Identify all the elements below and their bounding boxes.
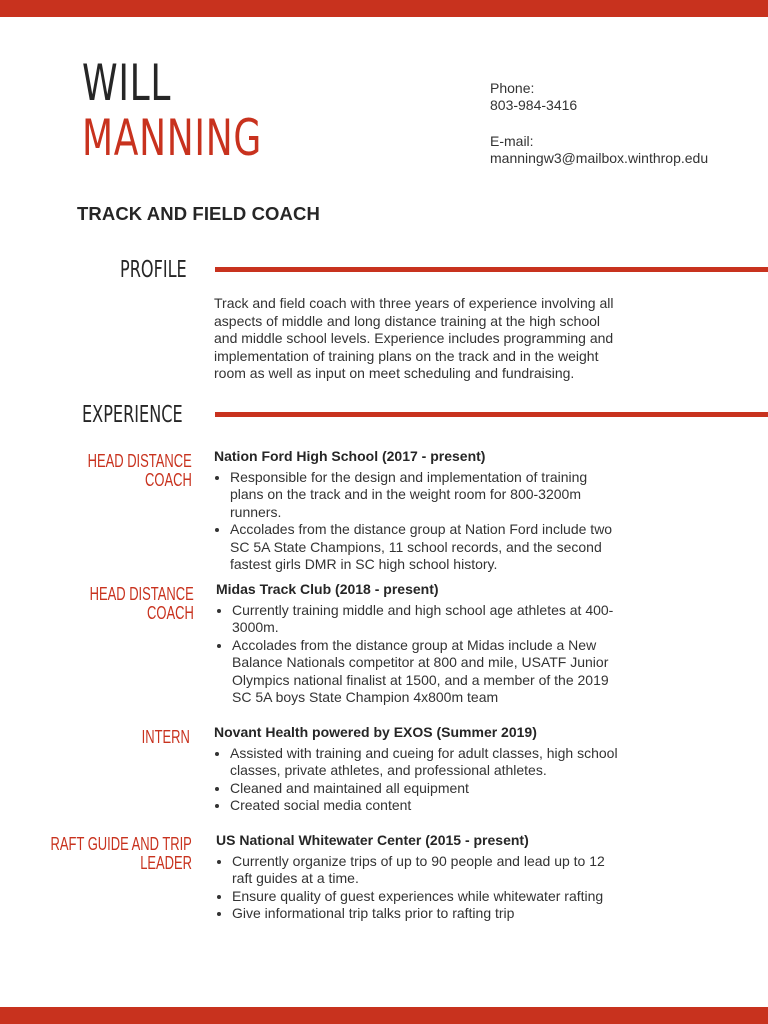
job-bullets	[214, 745, 619, 815]
top-accent-bar	[0, 0, 768, 17]
job-organization: Novant Health powered by EXOS (Summer 2019)	[214, 724, 537, 740]
job-role: RAFT GUIDE AND TRIP LEADER	[50, 833, 192, 873]
profile-text: Track and field coach with three years of experience involving all aspects of middle and long distance training at the high school and middle school levels. Experience includes programming and implementation of training plans on the track and in the weight room as well as input on meet scheduling and fundraising.	[214, 295, 614, 381]
list-item: • Ensure quality of guest experiences while whitewater rafting	[232, 888, 621, 906]
job-organization: US National Whitewater Center (2015 - present)	[216, 832, 529, 848]
list-item: • Accolades from the distance group at Nation Ford include two SC 5A State Champions, 11 school records, and the second fastest girls DMR in SC high school history.	[230, 521, 619, 574]
list-item: • Assisted with training and cueing for adult classes, high school classes, private athletes, and professional athletes.	[230, 745, 619, 780]
phone-label: Phone:	[490, 80, 535, 96]
job-title: TRACK AND FIELD COACH	[77, 203, 320, 224]
list-item: • Currently training middle and high school age athletes at 400-3000m.	[232, 602, 621, 637]
job-entry	[214, 448, 619, 574]
list-item: • Responsible for the design and implementation of training plans on the track and in the weight room for 800-3200m runners.	[230, 469, 619, 522]
list-item: • Accolades from the distance group at Midas include a New Balance Nationals competitor at 800 and mile, USATF Junior Olympics national finalist at 1500, and a member of the 2019 SC 5A boys State Champion 4x800m team	[232, 637, 621, 707]
list-item: • Currently organize trips of up to 90 people and lead up to 12 raft guides at a time.	[232, 853, 621, 888]
job-bullets	[216, 602, 621, 707]
job-role: HEAD DISTANCE COACH	[89, 583, 194, 623]
job-role: HEAD DISTANCE COACH	[87, 450, 192, 490]
profile-heading: PROFILE	[120, 257, 187, 283]
profile-rule	[215, 267, 768, 272]
job-bullets	[216, 853, 621, 923]
job-organization: Midas Track Club (2018 - present)	[216, 581, 439, 597]
phone-number: 803-984-3416	[490, 97, 578, 113]
list-item: • Created social media content	[230, 797, 619, 815]
last-name: MANNING	[82, 109, 263, 167]
job-entry	[216, 581, 621, 707]
job-role: INTERN	[141, 726, 190, 747]
list-item: • Give informational trip talks prior to rafting trip	[232, 905, 621, 923]
job-entry	[216, 832, 621, 923]
first-name: WILL	[82, 54, 172, 112]
job-bullets	[214, 469, 619, 574]
list-item: • Cleaned and maintained all equipment	[230, 780, 619, 798]
experience-heading: EXPERIENCE	[82, 402, 183, 428]
email-label: E-mail:	[490, 133, 534, 149]
experience-rule	[215, 412, 768, 417]
job-entry	[214, 724, 619, 815]
job-organization: Nation Ford High School (2017 - present)	[214, 448, 486, 464]
email-address: manningw3@mailbox.winthrop.edu	[490, 150, 709, 166]
bottom-accent-bar	[0, 1007, 768, 1024]
